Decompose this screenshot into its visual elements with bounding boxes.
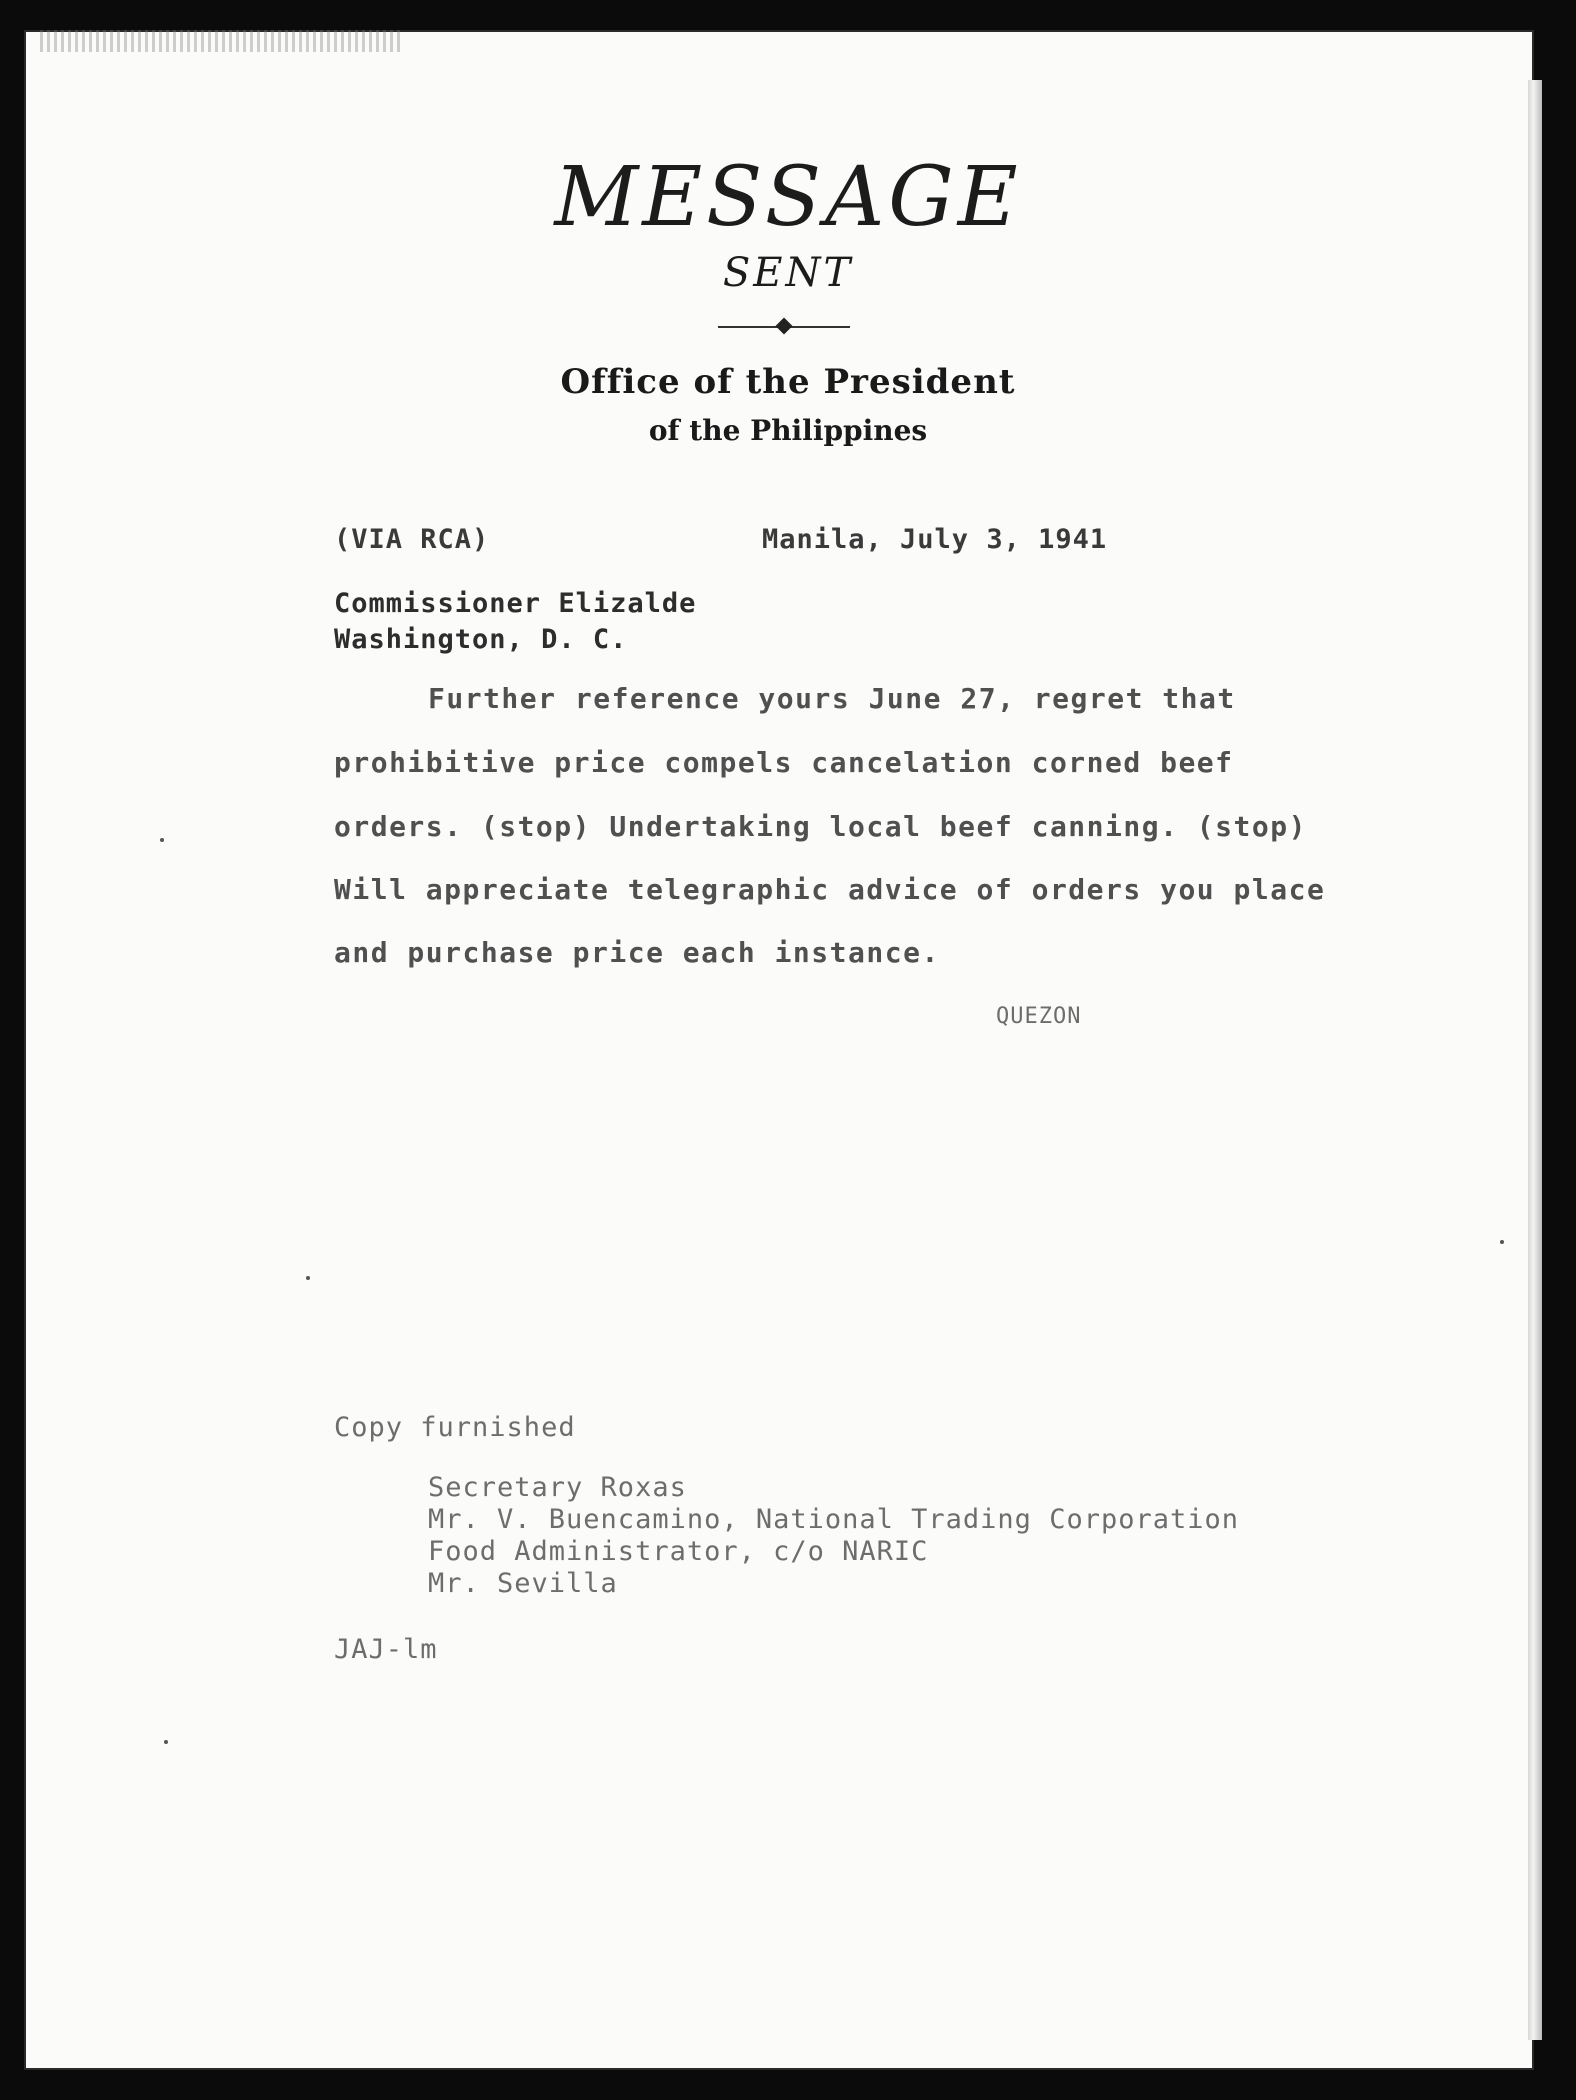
scan-speck [306, 1276, 310, 1280]
copy-recipient-1: Secretary Roxas [428, 1472, 687, 1503]
message-route: (VIA RCA) [334, 524, 490, 555]
message-addressee: Commissioner Elizalde [334, 588, 697, 619]
body-line-2: prohibitive price compels cancelation corned beef [334, 746, 1234, 779]
copy-recipient-2: Mr. V. Buencamino, National Trading Corporation [428, 1504, 1240, 1535]
copy-furnished-heading: Copy furnished [334, 1412, 576, 1443]
letterhead-subtitle: SENT [722, 250, 854, 296]
message-place-date: Manila, July 3, 1941 [762, 524, 1108, 555]
scan-speck [1500, 1240, 1504, 1244]
reference-initials: JAJ-lm [334, 1634, 438, 1665]
copy-recipient-3: Food Administrator, c/o NARIC [428, 1536, 929, 1567]
letterhead-office: Office of the President [560, 362, 1016, 402]
body-line-5: and purchase price each instance. [334, 936, 940, 969]
scan-speck [164, 1740, 168, 1744]
scan-speck [160, 838, 164, 842]
scan-smudge [40, 30, 400, 52]
body-line-1: Further reference yours June 27, regret that [428, 682, 1236, 715]
letterhead-title: MESSAGE [554, 150, 1022, 245]
body-line-3: orders. (stop) Undertaking local beef canning. (stop) [334, 810, 1307, 843]
message-address: Washington, D. C. [334, 624, 628, 655]
body-line-4: Will appreciate telegraphic advice of orders you place [334, 873, 1326, 906]
letterhead-country: of the Philippines [648, 414, 928, 447]
signature: QUEZON [996, 1004, 1082, 1029]
copy-recipient-4: Mr. Sevilla [428, 1568, 618, 1599]
paper-sheet [24, 30, 1534, 2070]
